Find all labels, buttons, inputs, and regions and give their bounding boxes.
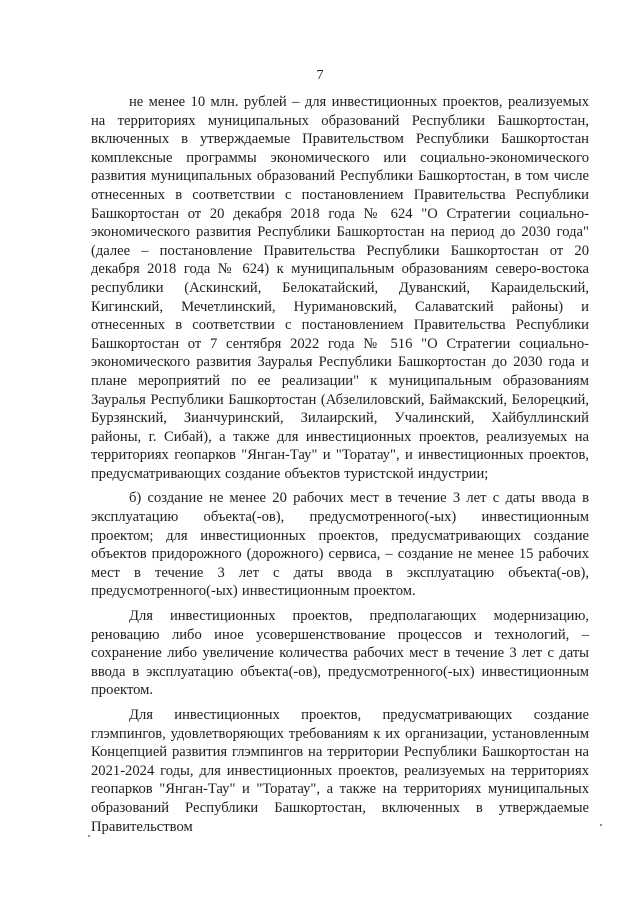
paragraph-glamping: Для инвестиционных проектов, предусматривающих создание глэмпингов, удовлетворяющих требованиям к их организации, установленным Концепцией развития глэмпингов на территории Республики Башкортостан на 2021-2024 годы, для инвестиционных проектов, реализуемых на территориях геопарков "Янган-Тау" и "Торатау", а также на территориях муниципальных образований Республики Башкортостан, включенных в утверждаемые Правительством xyxy=(91,707,589,835)
page-number: 7 xyxy=(316,68,324,83)
paragraph-jobs-creation: б) создание не менее 20 рабочих мест в течение 3 лет с даты ввода в эксплуатацию объекта(-ов), предусмотренного(-ых) инвестиционным проектом; для инвестиционных проектов, предусматривающих создание объектов придорожного (дорожного) сервиса, – создание не менее 15 рабочих мест в течение 3 лет с даты ввода в эксплуатацию объекта(-ов), предусмотренного(-ых) инвестиционным проектом. xyxy=(91,490,589,600)
document-body xyxy=(91,93,589,842)
paragraph-investment-threshold: не менее 10 млн. рублей – для инвестиционных проектов, реализуемых на территориях муниципальных образований Республики Башкортостан, включенных в утверждаемые Правительством Республики Башкортостан комплексные программы экономического или социально-экономического развития муниципальных образований Республики Башкортостан, в том числе отнесенных в соответствии с постановлением Правительства Республики Башкортостан от 20 декабря 2018 года № 624 "О Стратегии социально-экономического развития Республики Башкортостан на период до 2030 года" (далее – постановление Правительства Республики Башкортостан от 20 декабря 2018 года № 624) к муниципальным образованиям северо-востока республики (Аскинский, Белокатайский, Дуванский, Караидельский, Кигинский, Мечетлинский, Нуримановский, Салаватский районы) и отнесенных в соответствии с постановлением Правительства Республики Башкортостан от 7 сентября 2022 года № 516 "О Стратегии социально-экономического развития Зауралья Республики Башкортостан до 2030 года и плане мероприятий по ее реализации" к муниципальным образованиям Зауралья Республики Башкортостан (Абзелиловский, Баймакский, Белорецкий, Бурзянский, Зианчуринский, Зилаирский, Учалинский, Хайбуллинский районы, г. Сибай), а также для инвестиционных проектов, реализуемых на территориях геопарков "Янган-Тау" и "Торатау", и инвестиционных проектов, предусматривающих создание объектов туристской индустрии; xyxy=(91,94,589,482)
scan-speck xyxy=(600,824,602,826)
paragraph-modernization: Для инвестиционных проектов, предполагающих модернизацию, реновацию либо иное усовершенствование процессов и технологий, – сохранение либо увеличение количества рабочих мест в течение 3 лет с даты ввода в эксплуатацию объекта(-ов), предусмотренного(-ых) инвестиционным проектом. xyxy=(91,608,589,699)
scan-speck xyxy=(88,835,90,837)
